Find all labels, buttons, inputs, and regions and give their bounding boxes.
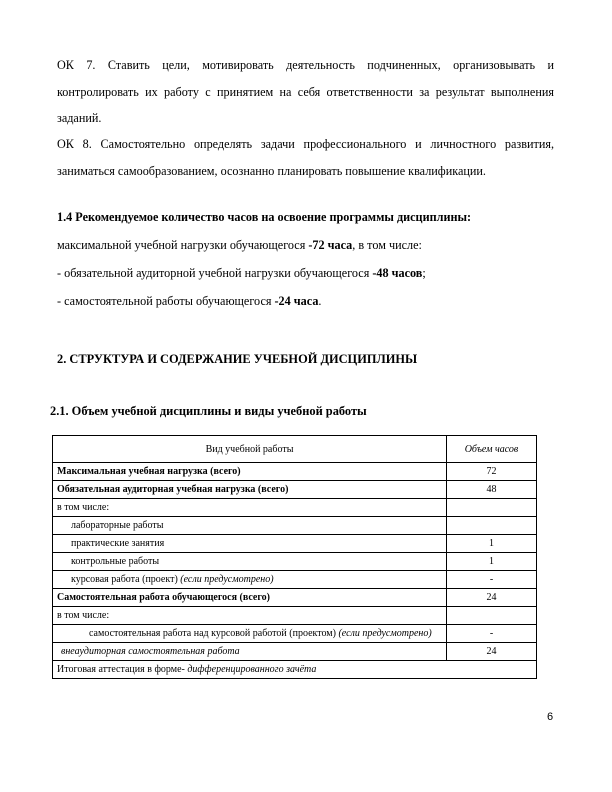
course-indep-label-plain: самостоятельная работа над курсовой работой (проектом): [89, 628, 339, 639]
mandatory-load-prefix: - обязательной аудиторной учебной нагрузки обучающегося: [57, 266, 373, 280]
header-hours: Объем часов: [447, 436, 537, 463]
table-row: [53, 481, 537, 499]
competency-ok7: ОК 7. Ставить цели, мотивировать деятельность подчиненных, организовывать и контролировать их работу с принятием на себя ответственности за результат выполнения заданий.: [57, 58, 554, 125]
row-value-lab: [447, 517, 537, 535]
row-label-lab: лабораторные работы: [53, 517, 447, 535]
row-value-course: -: [447, 571, 537, 589]
page-number: 6: [547, 711, 554, 723]
row-label-independent: Самостоятельная работа обучающегося (всего): [53, 589, 447, 607]
row-label-attestation: [53, 661, 537, 679]
table-row: [53, 553, 537, 571]
mandatory-load-line: [57, 266, 426, 281]
section-1-4-title: 1.4 Рекомендуемое количество часов на освоение программы дисциплины:: [57, 210, 472, 224]
course-indep-label-italic: (если предусмотрено): [338, 628, 432, 639]
competency-ok8: ОК 8. Самостоятельно определять задачи профессионального и личностного развития, заниматься самообразованием, осознанно планировать повышение квалификации.: [57, 137, 554, 178]
row-label-mandatory: Обязательная аудиторная учебная нагрузка (всего): [53, 481, 447, 499]
row-label-including-2: в том числе:: [53, 607, 447, 625]
section-2-title: 2. СТРУКТУРА И СОДЕРЖАНИЕ УЧЕБНОЙ ДИСЦИПЛИНЫ: [57, 352, 418, 366]
max-load-value: -72 часа: [308, 238, 353, 252]
row-value-course-indep: -: [447, 625, 537, 643]
row-label-max-load: Максимальная учебная нагрузка (всего): [53, 463, 447, 481]
table-row: [53, 535, 537, 553]
attestation-label-italic: дифференцированного зачёта: [187, 664, 317, 675]
row-label-extracurricular: внеаудиторная самостоятельная работа: [53, 643, 447, 661]
row-label-course: [53, 571, 447, 589]
max-load-prefix: максимальной учебной нагрузки обучающегося: [57, 238, 309, 252]
row-label-practical: практические занятия: [53, 535, 447, 553]
header-work-type: Вид учебной работы: [53, 436, 447, 463]
course-label-plain: курсовая работа (проект): [71, 574, 181, 585]
table-row: [53, 571, 537, 589]
table-row: [53, 625, 537, 643]
table-row: [53, 517, 537, 535]
independent-work-value: -24 часа: [274, 294, 319, 308]
row-value-control: 1: [447, 553, 537, 571]
row-label-course-indep: [53, 625, 447, 643]
row-value-max-load: 72: [447, 463, 537, 481]
row-value-including: [447, 499, 537, 517]
table-row: [53, 499, 537, 517]
mandatory-load-value: -48 часов: [372, 266, 423, 280]
row-value-practical: 1: [447, 535, 537, 553]
course-label-italic: (если предусмотрено): [180, 574, 274, 585]
independent-work-prefix: - самостоятельной работы обучающегося: [57, 294, 275, 308]
row-value-independent: 24: [447, 589, 537, 607]
row-label-including: в том числе:: [53, 499, 447, 517]
table-row: [53, 589, 537, 607]
row-value-including-2: [447, 607, 537, 625]
max-load-suffix: , в том числе:: [352, 238, 422, 252]
section-2-1-title: 2.1. Объем учебной дисциплины и виды учебной работы: [50, 404, 367, 418]
table-row: [53, 607, 537, 625]
table-row: [53, 661, 537, 679]
table-row: [53, 643, 537, 661]
row-label-control: контрольные работы: [53, 553, 447, 571]
row-value-mandatory: 48: [447, 481, 537, 499]
row-value-extracurricular: 24: [447, 643, 537, 661]
mandatory-load-suffix: ;: [422, 266, 426, 280]
attestation-label-plain: Итоговая аттестация в форме-: [57, 664, 188, 675]
workload-table: [52, 435, 537, 679]
max-load-line: [57, 238, 422, 253]
table-header-row: [53, 436, 537, 463]
independent-work-line: [57, 294, 321, 309]
independent-work-suffix: .: [318, 294, 322, 308]
table-row: [53, 463, 537, 481]
